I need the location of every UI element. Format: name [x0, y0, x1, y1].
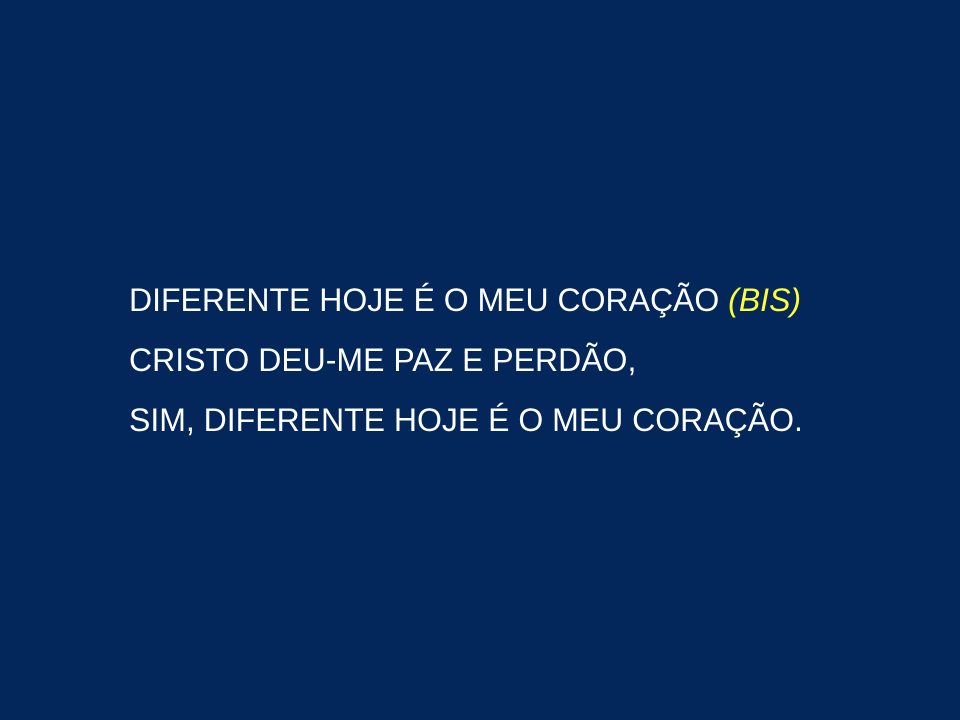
- lyrics-block: [129, 270, 929, 450]
- lyric-line-3-text: SIM, DIFERENTE HOJE É O MEU CORAÇÃO.: [129, 402, 803, 438]
- lyric-line-2-text: CRISTO DEU-ME PAZ E PERDÃO,: [129, 342, 637, 378]
- repeat-note: (BIS): [728, 282, 802, 318]
- lyric-line-3: [129, 390, 929, 450]
- lyric-line-2: [129, 330, 929, 390]
- lyric-line-1-text: DIFERENTE HOJE É O MEU CORAÇÃO: [129, 282, 720, 318]
- lyric-line-1: [129, 270, 929, 330]
